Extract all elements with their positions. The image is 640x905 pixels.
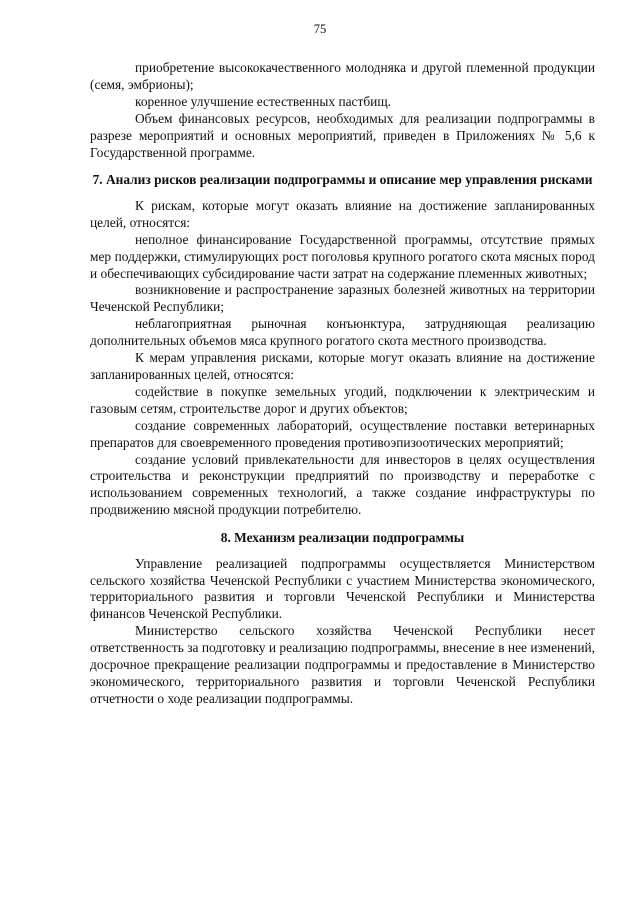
paragraph: создание условий привлекательности для инвесторов в целях осуществления строительства и реконструкции предприятий по производству и переработке с использованием современных технологий, а также создание инфраструктуры по продвижению мясной продукции потребителю. <box>90 451 595 518</box>
paragraph: Управление реализацией подпрограммы осуществляется Министерством сельского хозяйства Чеченской Республики с участием Министерства экономического, территориального развития и торговли Чеченской Республики и Министерства финансов Чеченской Республики. <box>90 555 595 622</box>
paragraph: неблагоприятная рыночная конъюнктура, затрудняющая реализацию дополнительных объемов мяса крупного рогатого скота местного производства. <box>90 316 595 349</box>
document-body <box>90 60 595 708</box>
paragraph: содействие в покупке земельных угодий, подключении к электрическим и газовым сетям, строительстве дорог и других объектов; <box>90 383 595 416</box>
paragraph: возникновение и распространение заразных болезней животных на территории Чеченской Республики; <box>90 282 595 315</box>
paragraph: создание современных лабораторий, осуществление поставки ветеринарных препаратов для своевременного проведения противоэпизоотических мероприятий; <box>90 417 595 450</box>
paragraph: К мерам управления рисками, которые могут оказать влияние на достижение запланированных целей, относятся: <box>90 350 595 382</box>
paragraph: К рискам, которые могут оказать влияние на достижение запланированных целей, относятся: <box>90 197 595 230</box>
page-number: 75 <box>313 22 327 36</box>
section-heading-7: 7. Анализ рисков реализации подпрограммы и описание мер управления рисками <box>92 172 593 188</box>
paragraph: Министерство сельского хозяйства Чеченской Республики несет ответственность за подготовку и реализацию подпрограммы, внесение в нее изменений, досрочное прекращение реализации подпрограммы и предоставление в Министерство экономического, территориального развития и торговли Чеченской Республики отчетности о ходе реализации подпрограммы. <box>90 623 595 706</box>
section-heading-8: 8. Механизм реализации подпрограммы <box>220 530 465 546</box>
paragraph: коренное улучшение естественных пастбищ. <box>135 93 391 109</box>
paragraph: неполное финансирование Государственной программы, отсутствие прямых мер поддержки, стимулирующих рост поголовья крупного рогатого скота мясных пород и обеспечивающих субсидирование части затрат на содержание племенных животных; <box>90 231 595 281</box>
paragraph: Объем финансовых ресурсов, необходимых для реализации подпрограммы в разрезе мероприятий и основных мероприятий, приведен в Приложениях № 5,6 к Государственной программе. <box>90 110 595 160</box>
paragraph: приобретение высококачественного молодняка и другой племенной продукции (семя, эмбрионы); <box>90 60 595 92</box>
